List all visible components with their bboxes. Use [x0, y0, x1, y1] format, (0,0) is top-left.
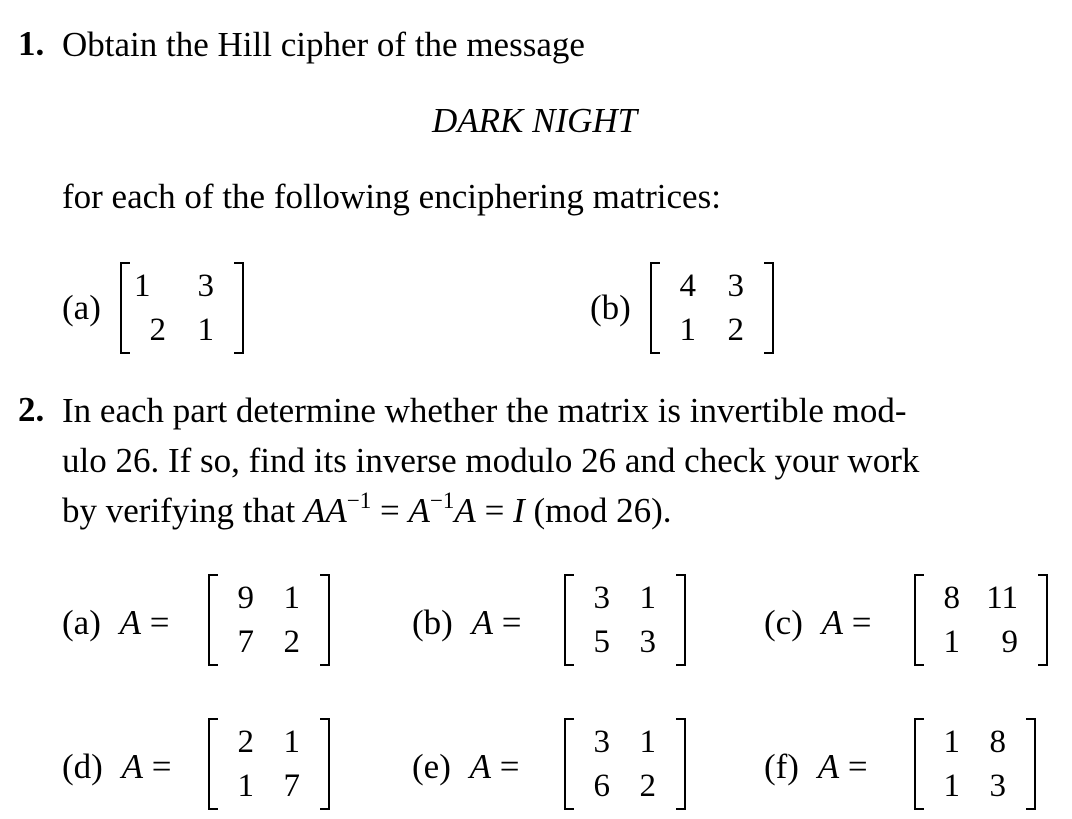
matrix-var: A [121, 747, 143, 786]
problem-1-matrix-b [648, 262, 776, 354]
problem-2-matrix-d [206, 718, 332, 810]
equation-equals: = [484, 491, 505, 530]
matrix-cell: 1 [943, 624, 960, 660]
matrix-cell: 4 [679, 268, 696, 304]
matrix-equals: = [151, 747, 172, 786]
matrix-cell: 1 [283, 580, 300, 616]
matrix-cell: 3 [639, 624, 656, 660]
matrix-cell: 11 [986, 580, 1018, 616]
problem-1-number: 1. [18, 24, 45, 63]
matrix-cell: 9 [237, 580, 254, 616]
matrix-cell: 1 [943, 724, 960, 760]
problem-1-part-b-label: (b) [590, 288, 631, 327]
matrix-var: A [817, 747, 840, 786]
problem-1-followup: for each of the following enciphering matrices: [62, 177, 721, 216]
part-label: (b) [412, 603, 453, 642]
matrix-cell: 3 [593, 580, 610, 616]
matrix-cell: 7 [237, 624, 254, 660]
problem-2-matrix-c [912, 574, 1050, 666]
problem-2-part-d-label [62, 742, 171, 792]
matrix-cell: 2 [727, 312, 744, 348]
equation-var: A [454, 491, 476, 530]
matrix-cell: 3 [727, 268, 744, 304]
problem-2-matrix-a [206, 574, 332, 666]
matrix-cell: 1 [134, 268, 151, 304]
problem-2-matrix-b [562, 574, 688, 666]
matrix-cell: 5 [593, 624, 610, 660]
equation-var: A [325, 491, 347, 530]
matrix-equals: = [847, 747, 868, 786]
matrix-cell: 8 [989, 724, 1006, 760]
problem-2-part-e-label [412, 742, 520, 792]
matrix-cell: 2 [149, 312, 166, 348]
problem-2-part-b-label [412, 598, 521, 648]
problem-2-line-3-prefix: by verifying that [62, 491, 296, 530]
part-label: (d) [62, 747, 103, 786]
matrix-cell: 6 [593, 768, 610, 804]
matrix-cell: 1 [639, 580, 656, 616]
matrix-cell: 1 [197, 312, 214, 348]
problem-2-part-a-label [62, 598, 170, 648]
part-label: (e) [412, 747, 451, 786]
matrix-cell: 2 [639, 768, 656, 804]
matrix-var: A [119, 603, 141, 642]
matrix-var: A [469, 747, 491, 786]
matrix-equals: = [501, 603, 522, 642]
part-label: (c) [764, 603, 803, 642]
problem-1-part-a-label: (a) [62, 288, 101, 327]
matrix-cell: 2 [237, 724, 254, 760]
problem-1-intro: Obtain the Hill cipher of the message [62, 25, 585, 64]
problem-2-matrix-e [562, 718, 688, 810]
equation-superscript: −1 [346, 488, 372, 513]
matrix-var: A [471, 603, 493, 642]
part-label: (a) [62, 603, 101, 642]
matrix-cell: 7 [283, 768, 300, 804]
equation-identity: I [513, 491, 525, 530]
matrix-cell: 3 [593, 724, 610, 760]
matrix-cell: 9 [1001, 624, 1018, 660]
matrix-equals: = [149, 603, 170, 642]
equation-superscript: −1 [429, 488, 455, 513]
problem-2-part-c-label [764, 598, 872, 648]
problem-2-line-3 [62, 486, 672, 540]
equation-var: A [408, 491, 430, 530]
matrix-var: A [821, 603, 843, 642]
problem-2-number: 2. [18, 390, 45, 429]
equation-var: A [304, 491, 326, 530]
matrix-cell: 1 [639, 724, 656, 760]
problem-2-matrix-f [912, 718, 1038, 810]
matrix-equals: = [851, 603, 872, 642]
matrix-cell: 8 [943, 580, 960, 616]
matrix-cell: 3 [197, 268, 214, 304]
problem-2-part-f-label [764, 742, 868, 792]
problem-1-matrix-a [118, 262, 246, 354]
matrix-cell: 2 [283, 624, 300, 660]
problem-2-line-1: In each part determine whether the matrix is invertible mod- [62, 391, 907, 430]
matrix-equals: = [499, 747, 520, 786]
problem-1-message: DARK NIGHT [432, 101, 638, 140]
equation-modulus: (mod 26). [533, 491, 672, 530]
matrix-cell: 1 [679, 312, 696, 348]
matrix-cell: 3 [989, 768, 1006, 804]
matrix-cell: 1 [943, 768, 960, 804]
equation-equals: = [380, 491, 400, 530]
matrix-cell: 1 [237, 768, 254, 804]
matrix-cell: 1 [283, 724, 300, 760]
part-label: (f) [764, 747, 799, 786]
problem-2-line-2: ulo 26. If so, find its inverse modulo 26 and check your work [62, 441, 920, 480]
